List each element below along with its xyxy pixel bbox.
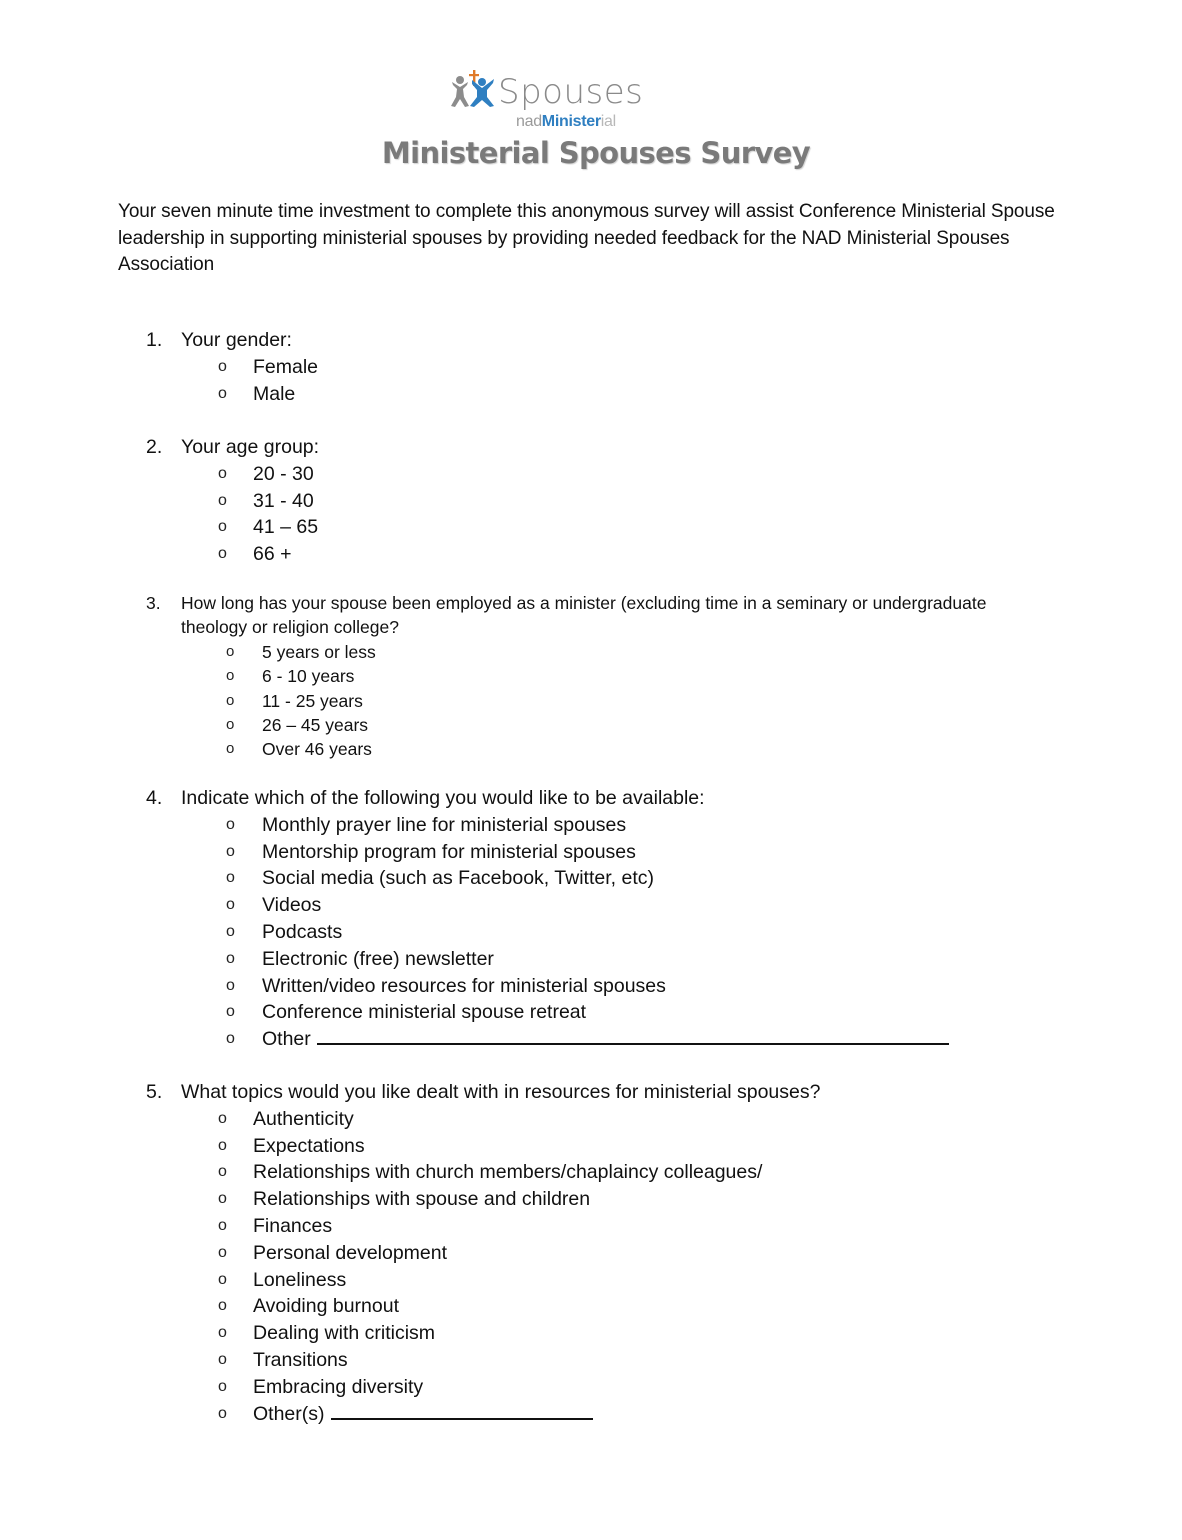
page-title-text: Ministerial Spouses Survey (381, 136, 811, 170)
other-write-in-field[interactable] (317, 1027, 949, 1045)
option-relationships-church[interactable]: o Relationships with church members/chaplaincy colleagues/ (146, 1159, 820, 1186)
question-2-prompt (146, 434, 319, 461)
question-number: 2. (146, 436, 163, 458)
others-write-in-field[interactable] (331, 1402, 593, 1420)
logo-sub-nad: nad (516, 113, 542, 130)
option-age-66-plus[interactable]: o 66 + (146, 541, 319, 568)
checkbox-circle-icon[interactable]: o (226, 976, 235, 994)
question-2 (146, 434, 319, 568)
checkbox-circle-icon[interactable]: o (226, 869, 235, 887)
checkbox-circle-icon[interactable]: o (218, 1350, 227, 1368)
option-age-20-30[interactable]: o 20 - 30 (146, 461, 319, 488)
radio-circle-icon[interactable]: o (226, 716, 235, 734)
checkbox-circle-icon[interactable]: o (218, 1136, 227, 1154)
question-number: 1. (146, 329, 163, 351)
option-videos[interactable]: o Videos (146, 892, 949, 919)
question-1 (146, 327, 318, 407)
page-title (0, 133, 1182, 173)
checkbox-circle-icon[interactable]: o (218, 1109, 227, 1127)
question-text: How long has your spouse been employed as a minister (excluding time in a seminary or undergraduate theology or religion college? (181, 593, 987, 638)
checkbox-circle-icon[interactable]: o (218, 1216, 227, 1234)
radio-circle-icon[interactable]: o (226, 691, 235, 709)
logo-sub-ial: ial (600, 113, 616, 130)
question-5 (146, 1079, 820, 1427)
option-podcasts[interactable]: o Podcasts (146, 919, 949, 946)
logo-wordmark: Spouses (498, 72, 644, 112)
people-with-cross-icon (450, 70, 498, 110)
question-text: Your age group: (181, 436, 320, 458)
checkbox-circle-icon[interactable]: o (218, 1270, 227, 1288)
question-1-options (146, 354, 318, 408)
option-transitions[interactable]: o Transitions (146, 1347, 820, 1374)
question-number: 4. (146, 787, 163, 809)
question-2-options (146, 461, 319, 568)
radio-circle-icon[interactable]: o (218, 464, 227, 482)
option-written-video-resources[interactable]: o Written/video resources for ministerial spouses (146, 973, 949, 1000)
radio-circle-icon[interactable]: o (218, 545, 227, 563)
option-dealing-with-criticism[interactable]: o Dealing with criticism (146, 1320, 820, 1347)
option-monthly-prayer-line[interactable]: o Monthly prayer line for ministerial spouses (146, 812, 949, 839)
option-other[interactable]: o Other (146, 1026, 949, 1053)
spouses-logo (450, 68, 650, 132)
question-3 (146, 591, 1046, 762)
checkbox-circle-icon[interactable]: o (218, 1190, 227, 1208)
option-5-years-or-less[interactable]: o 5 years or less (146, 640, 1046, 664)
question-5-options (146, 1106, 820, 1428)
checkbox-circle-icon[interactable]: o (218, 1243, 227, 1261)
option-social-media[interactable]: o Social media (such as Facebook, Twitter, etc) (146, 865, 949, 892)
logo-sub-minister: Minister (541, 113, 601, 130)
question-number: 3. (146, 593, 161, 613)
question-3-options (146, 640, 1046, 762)
question-3-prompt (146, 591, 1046, 640)
checkbox-circle-icon[interactable]: o (218, 1297, 227, 1315)
option-others[interactable]: o Other(s) (146, 1401, 820, 1428)
checkbox-circle-icon[interactable]: o (226, 842, 235, 860)
checkbox-circle-icon[interactable]: o (218, 1377, 227, 1395)
option-electronic-newsletter[interactable]: o Electronic (free) newsletter (146, 946, 949, 973)
option-expectations[interactable]: o Expectations (146, 1133, 820, 1160)
question-text: Your gender: (181, 329, 292, 351)
checkbox-circle-icon[interactable]: o (226, 1003, 235, 1021)
option-mentorship-program[interactable]: o Mentorship program for ministerial spouses (146, 839, 949, 866)
radio-circle-icon[interactable]: o (218, 518, 227, 536)
intro-paragraph: Your seven minute time investment to complete this anonymous survey will assist Conference Ministerial Spouse leadership in supporting ministerial spouses by providing needed feedback for the NAD Ministerial Spouses Association (118, 201, 1055, 275)
checkbox-circle-icon[interactable]: o (218, 1163, 227, 1181)
option-avoiding-burnout[interactable]: o Avoiding burnout (146, 1293, 820, 1320)
question-text: Indicate which of the following you would like to be available: (181, 787, 705, 809)
radio-circle-icon[interactable]: o (226, 667, 235, 685)
checkbox-circle-icon[interactable]: o (218, 1324, 227, 1342)
option-loneliness[interactable]: o Loneliness (146, 1267, 820, 1294)
option-age-41-65[interactable]: o 41 – 65 (146, 514, 319, 541)
checkbox-circle-icon[interactable]: o (226, 1030, 235, 1048)
question-5-prompt (146, 1079, 820, 1106)
nad-ministerial-wordmark (516, 113, 616, 131)
radio-circle-icon[interactable]: o (218, 384, 227, 402)
option-over-46-years[interactable]: o Over 46 years (146, 737, 1046, 761)
option-6-10-years[interactable]: o 6 - 10 years (146, 664, 1046, 688)
question-number: 5. (146, 1081, 163, 1103)
option-finances[interactable]: o Finances (146, 1213, 820, 1240)
option-11-25-years[interactable]: o 11 - 25 years (146, 689, 1046, 713)
option-relationships-family[interactable]: o Relationships with spouse and children (146, 1186, 820, 1213)
question-4 (146, 785, 949, 1053)
checkbox-circle-icon[interactable]: o (226, 922, 235, 940)
option-26-45-years[interactable]: o 26 – 45 years (146, 713, 1046, 737)
checkbox-circle-icon[interactable]: o (226, 949, 235, 967)
radio-circle-icon[interactable]: o (226, 740, 235, 758)
radio-circle-icon[interactable]: o (218, 491, 227, 509)
option-female[interactable]: o Female (146, 354, 318, 381)
option-embracing-diversity[interactable]: o Embracing diversity (146, 1374, 820, 1401)
checkbox-circle-icon[interactable]: o (226, 896, 235, 914)
question-text: What topics would you like dealt with in resources for ministerial spouses? (181, 1081, 821, 1103)
question-4-prompt (146, 785, 949, 812)
radio-circle-icon[interactable]: o (218, 357, 227, 375)
option-personal-development[interactable]: o Personal development (146, 1240, 820, 1267)
option-age-31-40[interactable]: o 31 - 40 (146, 488, 319, 515)
option-male[interactable]: o Male (146, 381, 318, 408)
radio-circle-icon[interactable]: o (226, 642, 235, 660)
checkbox-circle-icon[interactable]: o (218, 1404, 227, 1422)
option-conference-retreat[interactable]: o Conference ministerial spouse retreat (146, 999, 949, 1026)
question-4-options (146, 812, 949, 1053)
checkbox-circle-icon[interactable]: o (226, 815, 235, 833)
option-authenticity[interactable]: o Authenticity (146, 1106, 820, 1133)
question-1-prompt (146, 327, 318, 354)
